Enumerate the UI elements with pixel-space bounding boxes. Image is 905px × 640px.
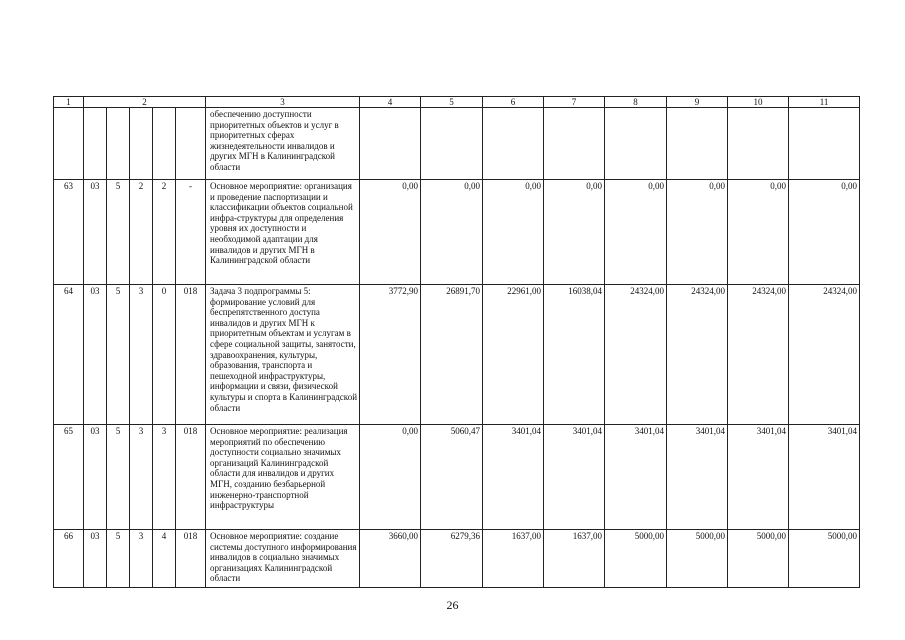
table-row xyxy=(54,425,860,530)
amount-cell: 6279,36 xyxy=(421,530,483,588)
table-row xyxy=(54,108,860,180)
code-cell: 0 xyxy=(153,285,176,425)
header-cell-11: 11 xyxy=(789,97,860,108)
amount-cell: 24324,00 xyxy=(667,285,728,425)
header-cell-4: 4 xyxy=(360,97,421,108)
amount-cell: 5000,00 xyxy=(667,530,728,588)
amount-cell: 26891,70 xyxy=(421,285,483,425)
amount-cell xyxy=(789,108,860,180)
amount-cell: 0,00 xyxy=(728,180,789,285)
code-cell: 03 xyxy=(84,180,107,285)
code-cell: 3 xyxy=(130,285,153,425)
amount-cell: 24324,00 xyxy=(728,285,789,425)
code-cell: 64 xyxy=(54,285,84,425)
description-cell: Основное мероприятие: создание системы доступного информирования инвалидов в социально значимых организациях Калининградской области xyxy=(206,530,360,588)
description-cell: Задача 3 подпрограммы 5: формирование условий для беспрепятственного доступа инвалидов и других МГН к приоритетным объектам и услугам в сфере социальной защиты, занятости, здравоохранения, культуры, образования, транспорта и пешеходной инфраструктуры, информации и связи, физической культуры и спорта в Калининградской области xyxy=(206,285,360,425)
code-cell: 2 xyxy=(153,180,176,285)
code-cell xyxy=(84,108,107,180)
amount-cell xyxy=(360,108,421,180)
amount-cell xyxy=(667,108,728,180)
description-cell: обеспечению доступности приоритетных объектов и услуг в приоритетных сферах жизнедеятельности инвалидов и других МГН в Калининградской области xyxy=(206,108,360,180)
code-cell xyxy=(153,108,176,180)
header-cell-5: 5 xyxy=(421,97,483,108)
code-cell: 63 xyxy=(54,180,84,285)
code-cell xyxy=(130,108,153,180)
amount-cell: 3401,04 xyxy=(483,425,544,530)
code-cell: 5 xyxy=(107,425,130,530)
header-cell-9: 9 xyxy=(667,97,728,108)
amount-cell: 3401,04 xyxy=(667,425,728,530)
amount-cell: 22961,00 xyxy=(483,285,544,425)
budget-table xyxy=(53,96,860,588)
amount-cell: 0,00 xyxy=(605,180,667,285)
table-body xyxy=(54,108,860,588)
amount-cell: 0,00 xyxy=(667,180,728,285)
description-cell: Основное мероприятие: реализация мероприятий по обеспечению доступности социально значимых организаций Калининградской области для инвалидов и других МГН, созданию безбарьерной инженерно-транспортной инфраструктуры xyxy=(206,425,360,530)
amount-cell: 3772,90 xyxy=(360,285,421,425)
table-row xyxy=(54,180,860,285)
amount-cell: 24324,00 xyxy=(605,285,667,425)
code-cell: 65 xyxy=(54,425,84,530)
header-cell-2: 2 xyxy=(84,97,206,108)
amount-cell xyxy=(544,108,605,180)
header-cell-7: 7 xyxy=(544,97,605,108)
code-cell: 018 xyxy=(176,285,206,425)
amount-cell: 24324,00 xyxy=(789,285,860,425)
amount-cell: 3401,04 xyxy=(605,425,667,530)
amount-cell: 5000,00 xyxy=(728,530,789,588)
amount-cell: 0,00 xyxy=(544,180,605,285)
header-cell-8: 8 xyxy=(605,97,667,108)
header-cell-6: 6 xyxy=(483,97,544,108)
amount-cell: 0,00 xyxy=(360,425,421,530)
amount-cell: 3401,04 xyxy=(728,425,789,530)
code-cell: 018 xyxy=(176,425,206,530)
amount-cell: 3401,04 xyxy=(789,425,860,530)
amount-cell: 1637,00 xyxy=(483,530,544,588)
table-row xyxy=(54,285,860,425)
amount-cell xyxy=(728,108,789,180)
code-cell: 03 xyxy=(84,425,107,530)
header-cell-3: 3 xyxy=(206,97,360,108)
header-cell-10: 10 xyxy=(728,97,789,108)
code-cell: 66 xyxy=(54,530,84,588)
amount-cell: 3401,04 xyxy=(544,425,605,530)
page-number: 26 xyxy=(446,598,459,612)
amount-cell xyxy=(483,108,544,180)
header-row xyxy=(54,97,860,108)
amount-cell xyxy=(421,108,483,180)
code-cell: 5 xyxy=(107,285,130,425)
description-cell: Основное мероприятие: организация и проведение паспортизации и классификации объектов социальной инфра-структуры для определения уровня их доступности и необходимой адаптации для инвалидов и других МГН в Калининградской области xyxy=(206,180,360,285)
header-cell-1: 1 xyxy=(54,97,84,108)
code-cell: 3 xyxy=(130,425,153,530)
code-cell: 3 xyxy=(153,425,176,530)
amount-cell: 0,00 xyxy=(483,180,544,285)
code-cell: 5 xyxy=(107,180,130,285)
amount-cell: 0,00 xyxy=(421,180,483,285)
code-cell: 2 xyxy=(130,180,153,285)
amount-cell: 1637,00 xyxy=(544,530,605,588)
code-cell xyxy=(176,108,206,180)
amount-cell: 3660,00 xyxy=(360,530,421,588)
amount-cell: 5000,00 xyxy=(789,530,860,588)
amount-cell: 5060,47 xyxy=(421,425,483,530)
table-row xyxy=(54,530,860,588)
code-cell: 018 xyxy=(176,530,206,588)
code-cell: 03 xyxy=(84,285,107,425)
code-cell: 03 xyxy=(84,530,107,588)
amount-cell: 0,00 xyxy=(789,180,860,285)
amount-cell: 16038,04 xyxy=(544,285,605,425)
amount-cell: 0,00 xyxy=(360,180,421,285)
code-cell xyxy=(54,108,84,180)
amount-cell xyxy=(605,108,667,180)
code-cell: - xyxy=(176,180,206,285)
code-cell xyxy=(107,108,130,180)
code-cell: 4 xyxy=(153,530,176,588)
amount-cell: 5000,00 xyxy=(605,530,667,588)
code-cell: 3 xyxy=(130,530,153,588)
code-cell: 5 xyxy=(107,530,130,588)
